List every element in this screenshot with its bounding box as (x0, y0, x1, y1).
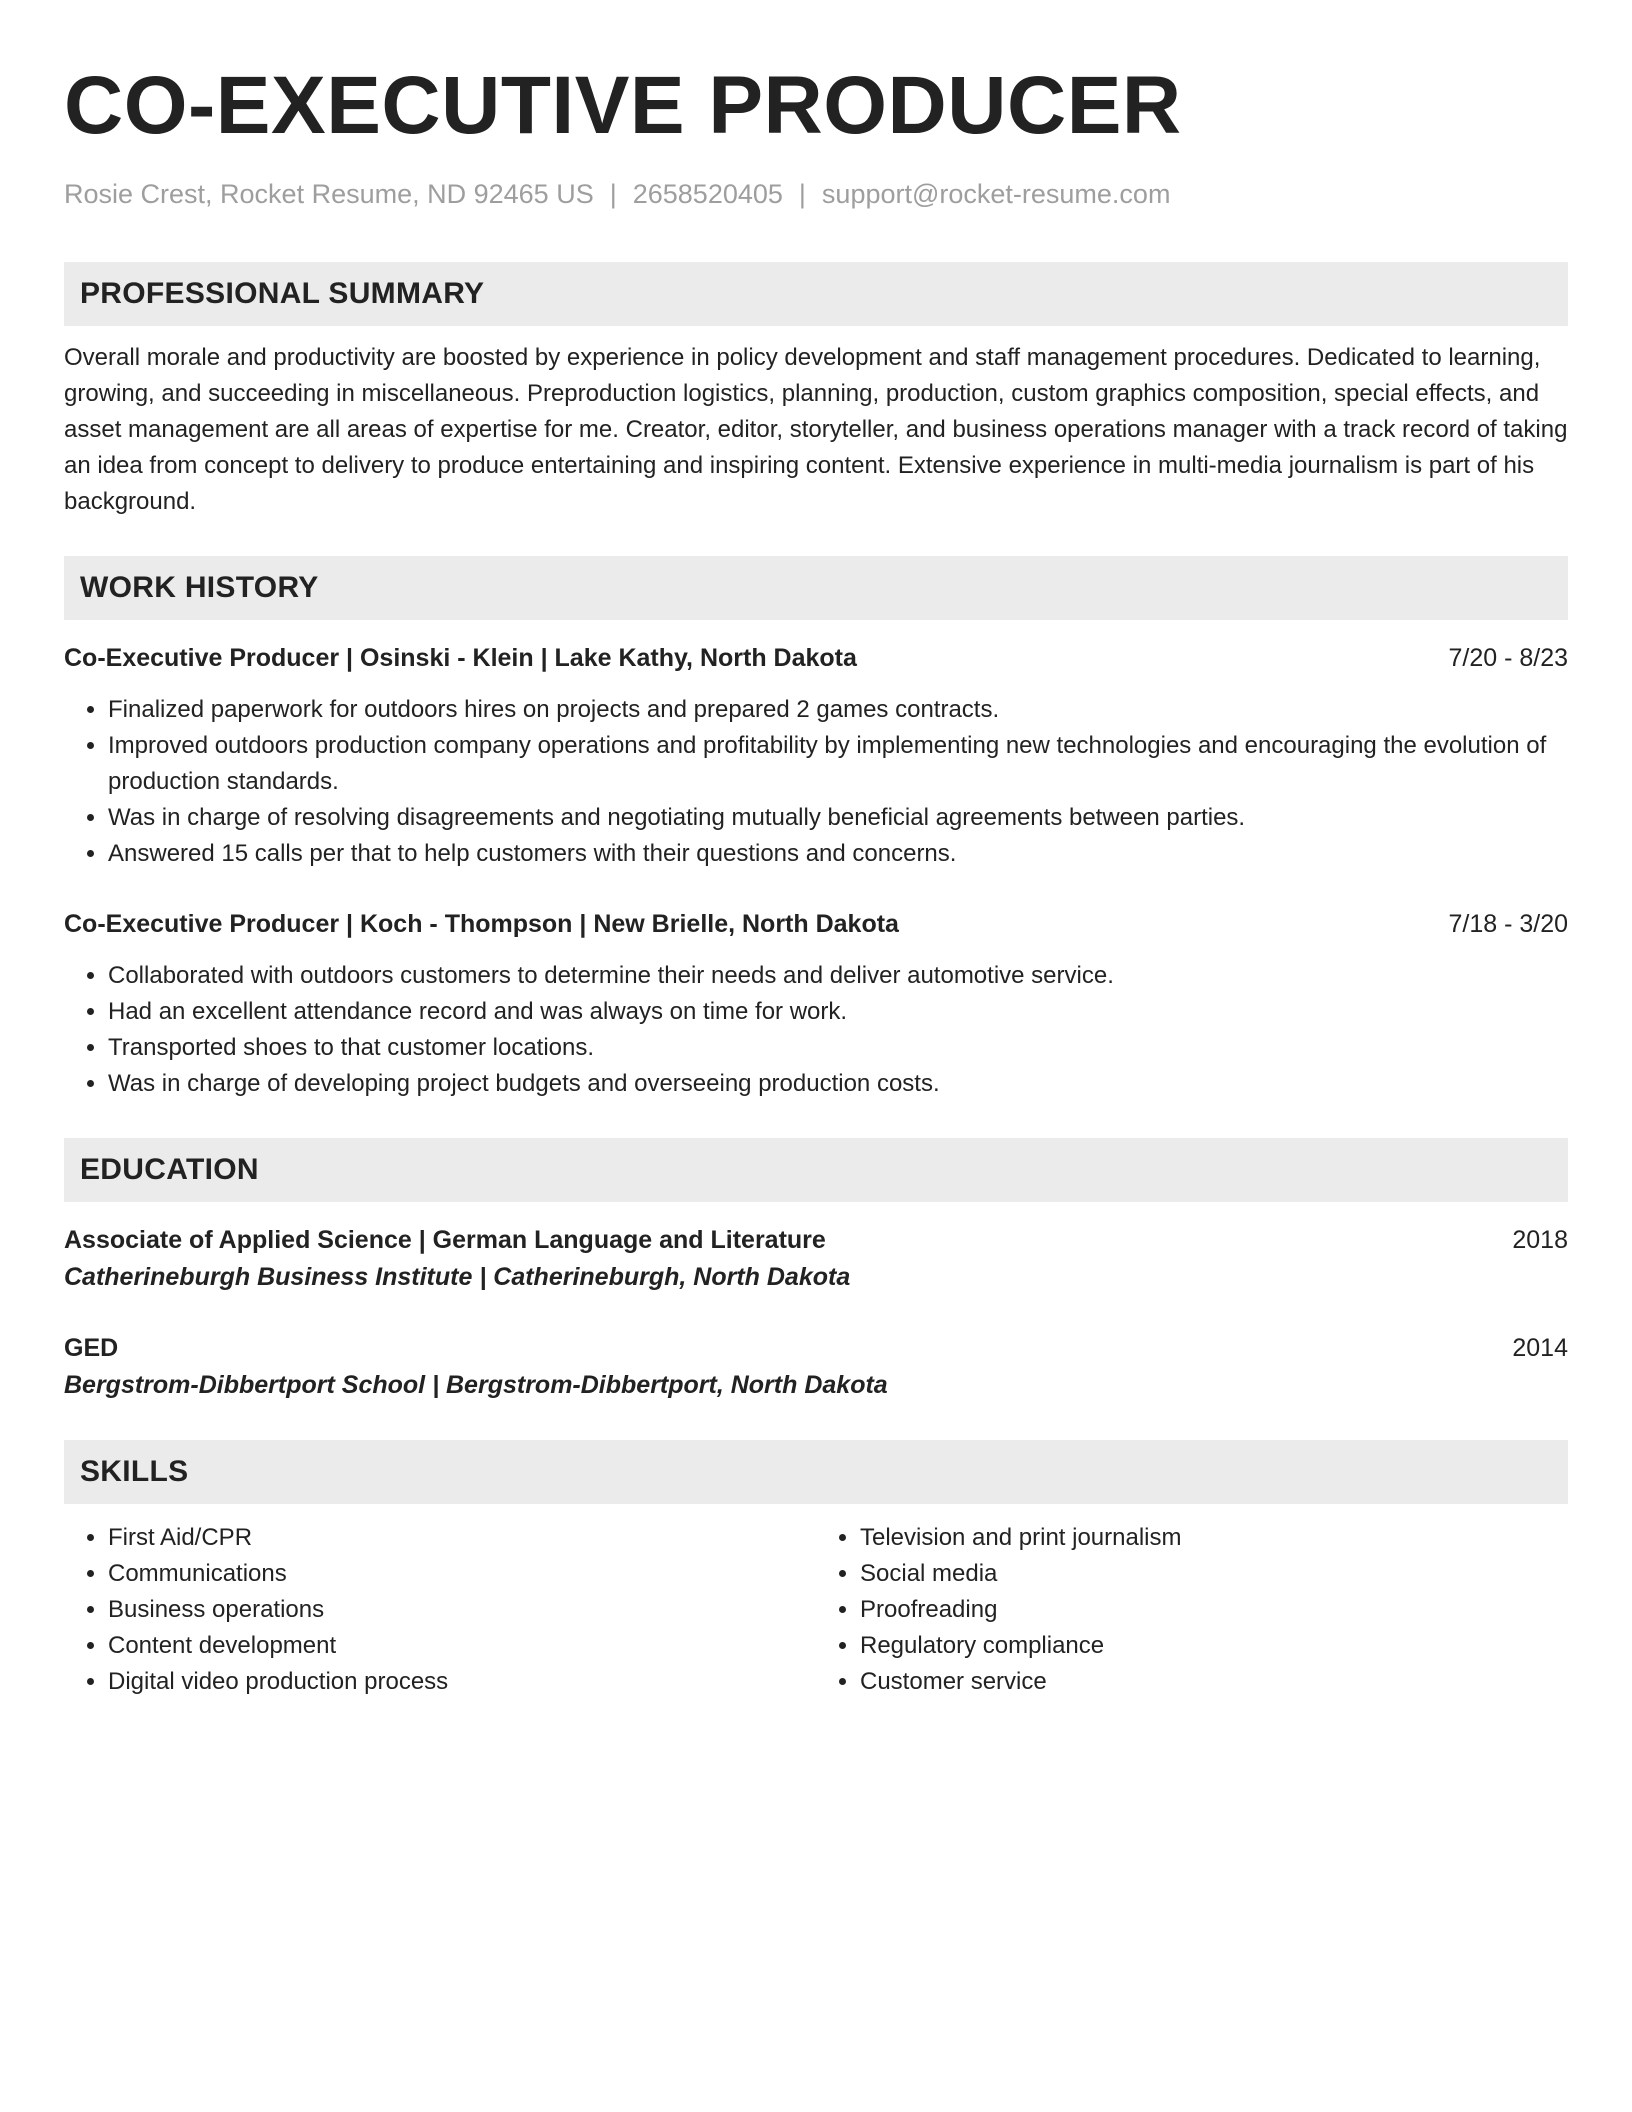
skill-item: • Business operations (108, 1592, 816, 1628)
job-bullet: • Transported shoes to that customer locations. (108, 1030, 1568, 1066)
education-header (64, 1222, 1568, 1258)
job-entry (64, 906, 1568, 1102)
job-dates: 7/18 - 3/20 (1448, 910, 1568, 938)
skill-item: • Digital video production process (108, 1664, 816, 1700)
job-dates: 7/20 - 8/23 (1448, 644, 1568, 672)
summary-text: Overall morale and productivity are boosted by experience in policy development and staff management procedures. Dedicated to learning, growing, and succeeding in miscellaneous. Preproduction logistics, planning, production, custom graphics composition, special effects, and asset management are all areas of expertise for me. Creator, editor, storyteller, and business operations manager with a track record of taking an idea from concept to delivery to produce entertaining and inspiring content. Extensive experience in multi-media journalism is part of his background. (64, 344, 1568, 515)
education-school: Catherineburgh Business Institute | Catherineburgh, North Dakota (64, 1263, 851, 1291)
contact-phone: 2658520405 (632, 179, 783, 209)
education-entry (64, 1330, 1568, 1404)
job-bullets (64, 958, 1568, 1102)
skill-item: • First Aid/CPR (108, 1520, 816, 1556)
section-heading-education: EDUCATION (64, 1138, 1568, 1202)
job-bullet: • Improved outdoors production company operations and profitability by implementing new technologies and encouraging the evolution of production standards. (108, 728, 1568, 800)
education-entry (64, 1222, 1568, 1296)
education-degree: GED (64, 1334, 119, 1362)
job-bullet: • Finalized paperwork for outdoors hires on projects and prepared 2 games contracts. (108, 692, 1568, 728)
job-title: Co-Executive Producer | Osinski - Klein | Lake Kathy, North Dakota (64, 644, 857, 672)
education-header (64, 1330, 1568, 1366)
section-heading-summary: PROFESSIONAL SUMMARY (64, 262, 1568, 326)
section-heading-skills: SKILLS (64, 1440, 1568, 1504)
contact-separator: | (798, 179, 806, 209)
contact-separator: | (609, 179, 617, 209)
skills-column-right (816, 1520, 1568, 1700)
skill-item: • Communications (108, 1556, 816, 1592)
education-school: Bergstrom-Dibbertport School | Bergstrom-Dibbertport, North Dakota (64, 1371, 888, 1399)
contact-email: support@rocket-resume.com (821, 179, 1171, 209)
job-bullet: • Was in charge of developing project budgets and overseeing production costs. (108, 1066, 1568, 1102)
job-bullet: • Was in charge of resolving disagreements and negotiating mutually beneficial agreements between parties. (108, 800, 1568, 836)
job-entry (64, 640, 1568, 872)
job-header (64, 906, 1568, 942)
job-title: Co-Executive Producer | Koch - Thompson | New Brielle, North Dakota (64, 910, 899, 938)
job-bullet: • Answered 15 calls per that to help customers with their questions and concerns. (108, 836, 1568, 872)
skill-item: • Television and print journalism (860, 1520, 1568, 1556)
skill-item: • Social media (860, 1556, 1568, 1592)
education-degree: Associate of Applied Science | German Language and Literature (64, 1226, 826, 1254)
skills-list (64, 1520, 1568, 1700)
job-bullets (64, 692, 1568, 872)
contact-address: Rosie Crest, Rocket Resume, ND 92465 US (64, 179, 594, 209)
job-bullet: • Had an excellent attendance record and was always on time for work. (108, 994, 1568, 1030)
skill-item: • Customer service (860, 1664, 1568, 1700)
page-title: CO-EXECUTIVE PRODUCER (64, 60, 1182, 151)
section-heading-work-history: WORK HISTORY (64, 556, 1568, 620)
job-header (64, 640, 1568, 676)
skill-item: • Proofreading (860, 1592, 1568, 1628)
education-year: 2014 (1512, 1334, 1568, 1362)
skills-column-left (64, 1520, 816, 1700)
job-bullet: • Collaborated with outdoors customers to determine their needs and deliver automotive service. (108, 958, 1568, 994)
skill-item: • Regulatory compliance (860, 1628, 1568, 1664)
skill-item: • Content development (108, 1628, 816, 1664)
contact-line (64, 176, 1568, 212)
education-year: 2018 (1512, 1226, 1568, 1254)
